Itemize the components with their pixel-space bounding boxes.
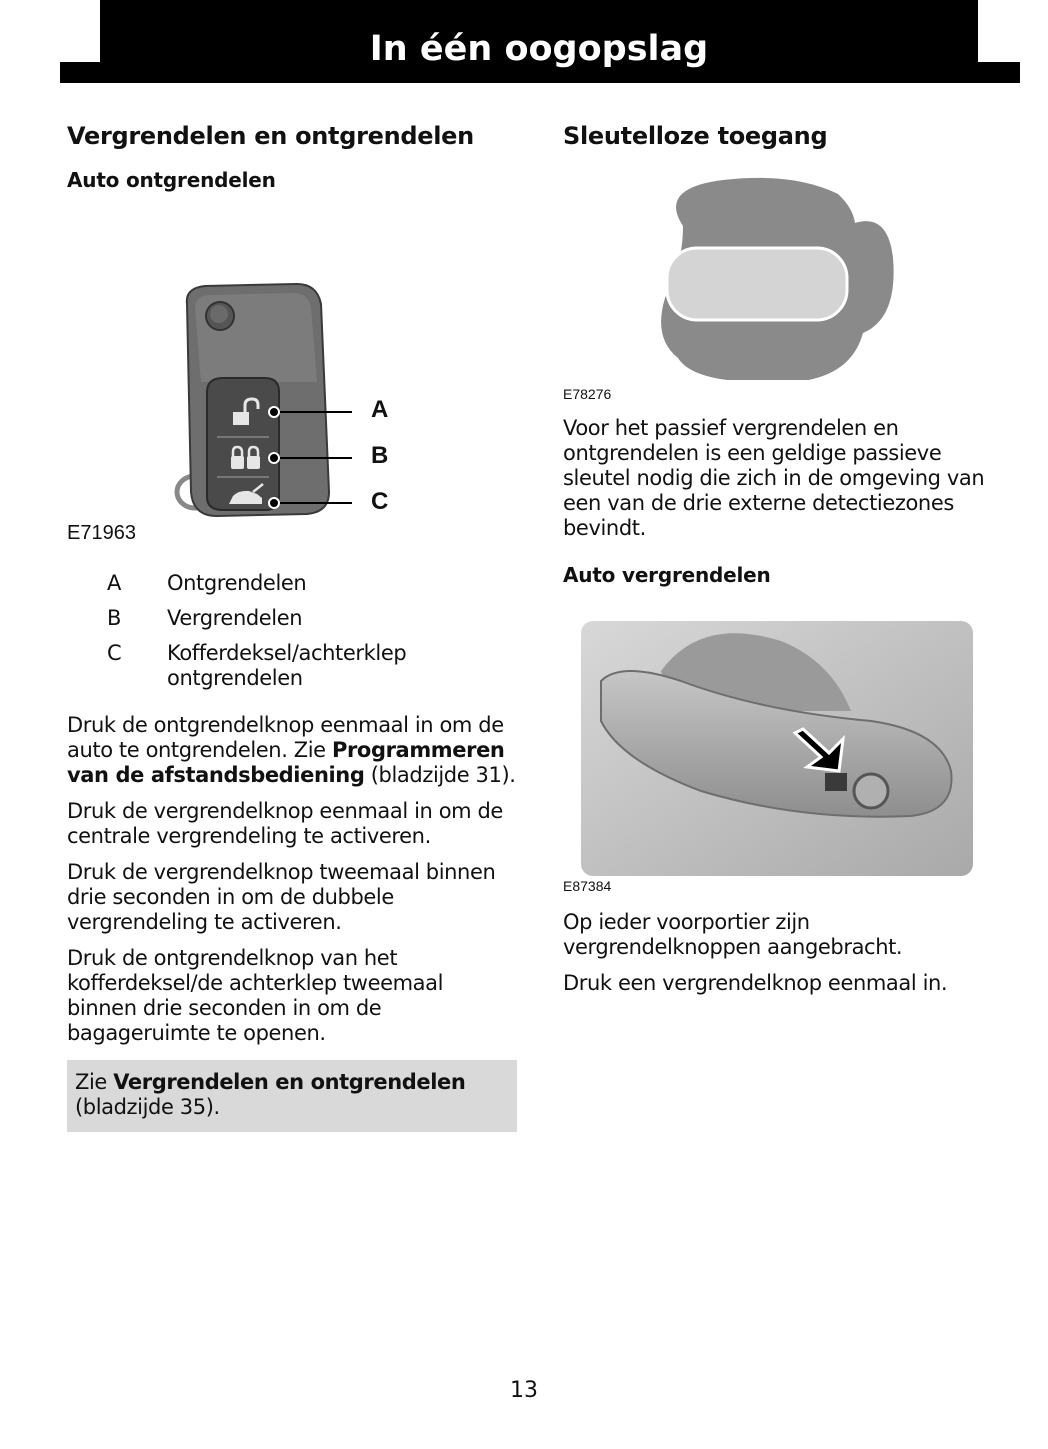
paragraph-press-once: Druk een vergrendelknop eenmaal in. [563,971,948,995]
legend-list [67,571,517,691]
section-heading-keyless: Sleutelloze toegang [563,122,828,150]
legend-value: Vergrendelen [167,606,303,630]
paragraph-central-lock: Druk de vergrendelknop eenmaal in om de centrale vergrendeling te activeren. [67,799,503,848]
door-handle-figure [563,621,955,876]
right-column [563,122,1003,1007]
page-title: In één oogopslag [369,29,709,69]
door-handle-illustration [581,621,973,876]
left-column [67,122,517,1132]
legend-key: C [107,641,122,665]
legend-item [67,606,517,631]
paragraph-unlock [67,713,517,788]
key-fob-figure [67,192,517,522]
paragraph-trunk: Druk de ontgrendelknop van het kofferdeksel/de achterklep tweemaal binnen drie seconden in om de bagageruimte te openen. [67,946,444,1045]
section-heading-locking: Vergrendelen en ontgrendelen [67,122,474,150]
subheading-unlock-car: Auto ontgrendelen [67,168,276,192]
subheading-lock-car: Auto vergrendelen [563,563,771,587]
legend-item [67,571,517,596]
figure-code-zones: E78276 [563,386,612,402]
page-number: 13 [510,1378,538,1403]
figure-code: E71963 [67,522,136,544]
key-fob-illustration [67,192,517,522]
note-text: (bladzijde 35). [75,1095,220,1119]
paragraph-text: (bladzijde 31). [364,763,516,787]
note-cross-reference-link[interactable]: Vergrendelen en ontgrendelen [113,1070,466,1094]
paragraph-passive-key: Voor het passief vergrendelen en ontgrendelen is een geldige passieve sleutel nodig die zich in de omgeving van een van de drie externe detectiezones bevindt. [563,416,985,540]
detection-zones-illustration [563,168,1003,380]
callout-label-b: B [371,442,389,469]
paragraph-text: Druk de ontgrendelknop eenmaal in om de auto te ontgrendelen. Zie [67,713,504,762]
legend-key: A [107,571,121,595]
paragraph-door-buttons: Op ieder voorportier zijn vergrendelknoppen aangebracht. [563,910,903,959]
callout-label-c: C [371,488,389,515]
cross-reference-link[interactable]: Programmeren van de afstandsbediening [67,738,505,787]
legend-value: Ontgrendelen [167,571,307,595]
paragraph-double-lock: Druk de vergrendelknop tweemaal binnen drie seconden in om de dubbele vergrendeling te activeren. [67,860,496,934]
figure-code-door: E87384 [563,878,612,894]
note-text: Zie [75,1070,114,1094]
legend-value: Kofferdeksel/achterklep ontgrendelen [167,641,407,690]
callout-label-a: A [371,396,389,423]
detection-zones-figure [563,168,1003,380]
legend-key: B [107,606,122,630]
note-box [67,1060,517,1132]
legend-item [67,641,517,691]
